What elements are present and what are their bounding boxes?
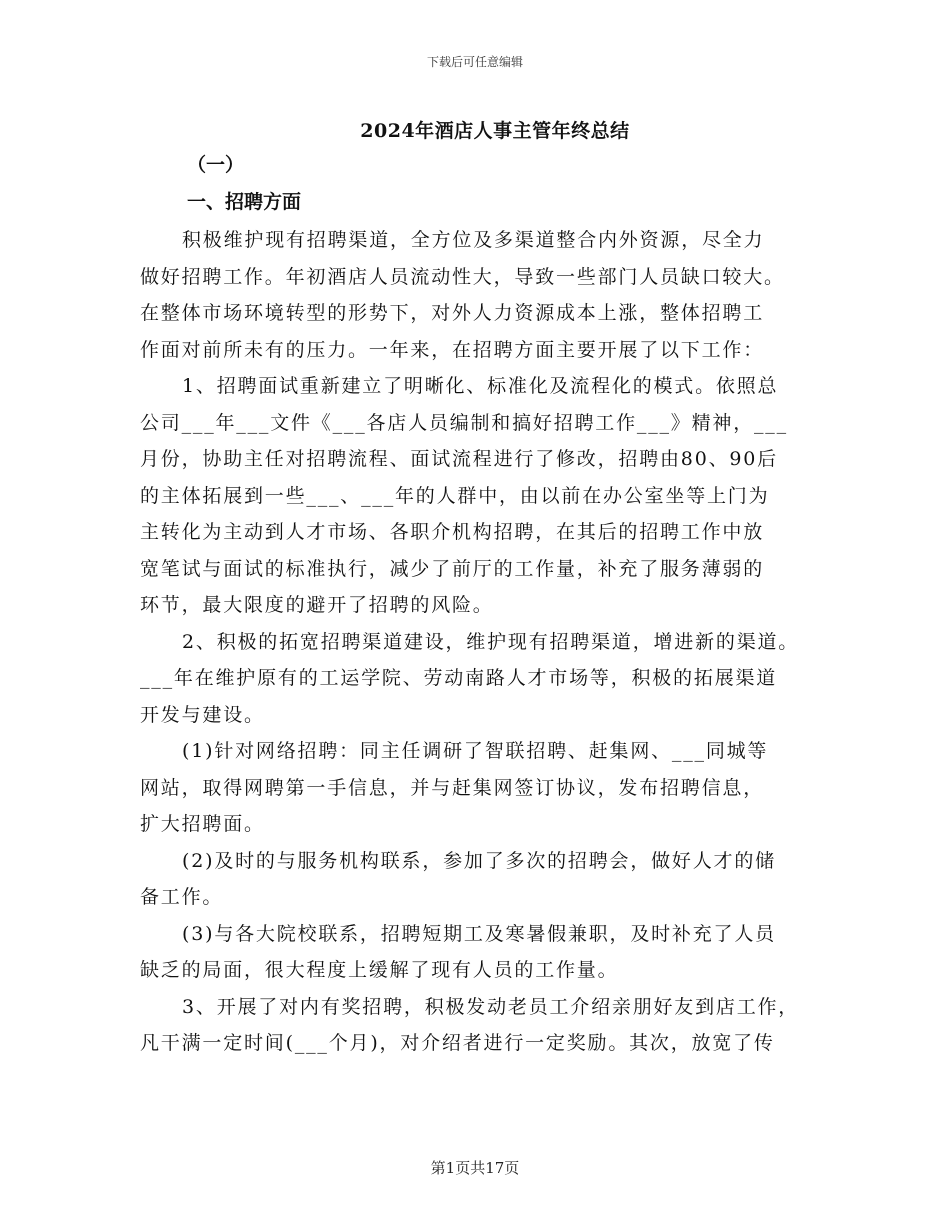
body-line: 备工作。	[140, 886, 224, 908]
body-line: (1)针对网络招聘：同主任调研了智联招聘、赶集网、___同城等	[182, 740, 769, 762]
body-line: 环节，最大限度的避开了招聘的风险。	[140, 594, 494, 616]
document-title: 2024年酒店人事主管年终总结	[360, 120, 630, 142]
body-line: 开发与建设。	[140, 703, 265, 726]
body-line: 网站，取得网聘第一手信息，并与赶集网签订协议，发布招聘信息，	[140, 776, 765, 799]
body-line: 在整体市场环境转型的形势下，对外人力资源成本上涨，整体招聘工	[140, 302, 765, 324]
body-line: 公司___年___文件《___各店人员编制和搞好招聘工作___》精神，___	[140, 411, 788, 434]
body-line: 1、招聘面试重新建立了明晰化、标准化及流程化的模式。依照总	[182, 375, 779, 397]
body-line: 的主体拓展到一些___、___年的人群中，由以前在办公室坐等上门为	[140, 484, 770, 507]
body-line: 2、积极的拓宽招聘渠道建设，维护现有招聘渠道，增进新的渠道。	[182, 630, 800, 653]
body-line: 扩大招聘面。	[140, 813, 265, 835]
body-line: 主转化为主动到人才市场、各职介机构招聘，在其后的招聘工作中放	[140, 521, 765, 543]
body-line: 宽笔试与面试的标准执行，减少了前厅的工作量，补充了服务薄弱的	[140, 557, 765, 580]
body-line: 月份，协助主任对招聘流程、面试流程进行了修改，招聘由80、90后	[140, 448, 778, 470]
body-line: 缺乏的局面，很大程度上缓解了现有人员的工作量。	[140, 959, 619, 981]
body-line: (2)及时的与服务机构联系，参加了多次的招聘会，做好人才的储	[182, 849, 776, 872]
body-line: 做好招聘工作。年初酒店人员流动性大，导致一些部门人员缺口较大。	[140, 265, 785, 288]
body-line: ___年在维护原有的工运学院、劳动南路人才市场等，积极的拓展渠道	[140, 667, 778, 689]
part-label: （一）	[187, 154, 245, 176]
header-note: 下载后可任意编辑	[426, 55, 523, 69]
body-line: 凡干满一定时间(___个月)，对介绍者进行一定奖励。其次，放宽了传	[140, 1032, 775, 1054]
body-line: 作面对前所未有的压力。一年来，在招聘方面主要开展了以下工作：	[140, 338, 765, 361]
body-text	[140, 222, 830, 1062]
section-heading: 一、招聘方面	[187, 191, 302, 213]
body-line: (3)与各大院校联系，招聘短期工及寒暑假兼职，及时补充了人员	[182, 922, 776, 945]
body-line: 积极维护现有招聘渠道，全方位及多渠道整合内外资源，尽全力	[182, 229, 765, 251]
page-footer: 第1页共17页	[430, 1159, 520, 1177]
body-line: 3、开展了对内有奖招聘，积极发动老员工介绍亲朋好友到店工作，	[182, 995, 800, 1018]
